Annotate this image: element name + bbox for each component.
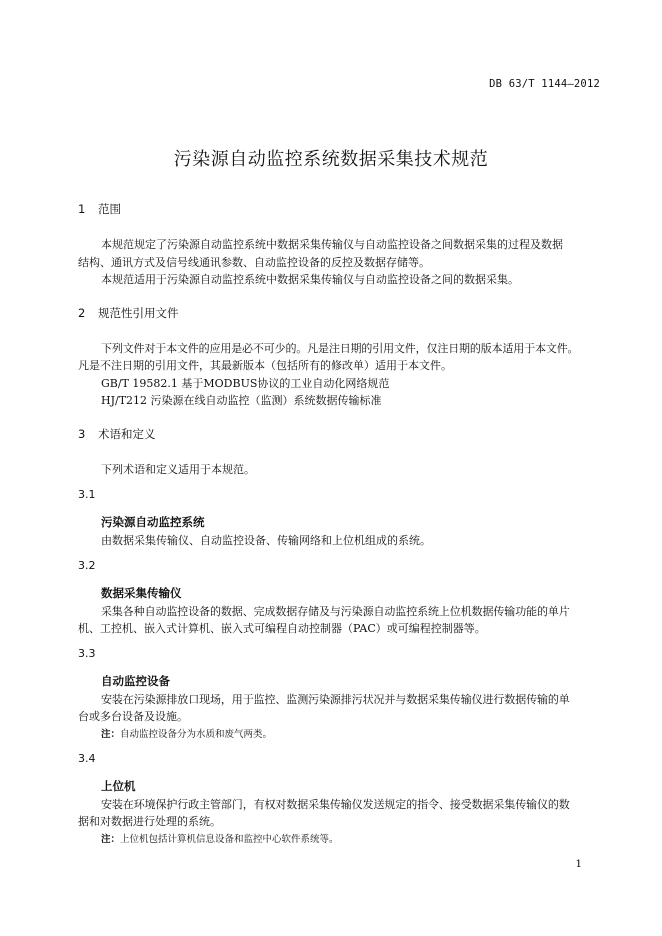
term-definition: 安装在环境保护行政主管部门，有权对数据采集传输仪发送规定的指令、接受数据采集传输仪的数 xyxy=(101,798,570,811)
section-number: 1 xyxy=(78,202,86,216)
term-name: 数据采集传输仪 xyxy=(101,586,182,600)
term-note xyxy=(101,831,339,845)
term-definition: 台或多台设备及设施。 xyxy=(78,710,188,723)
term-number: 3.3 xyxy=(78,647,96,660)
term-number: 3.4 xyxy=(78,752,96,765)
reference-item: HJ/T212 污染源在线自动监控（监测）系统数据传输标准 xyxy=(101,394,382,407)
note-text: 上位机包括计算机信息设备和监控中心软件系统等。 xyxy=(120,834,339,845)
term-number: 3.2 xyxy=(78,559,96,572)
document-title: 污染源自动监控系统数据采集技术规范 xyxy=(173,149,489,170)
section-title: 范围 xyxy=(98,202,121,216)
term-name: 自动监控设备 xyxy=(101,674,170,688)
section-title: 术语和定义 xyxy=(98,427,156,441)
paragraph-line: 凡是不注日期的引用文件，其最新版本（包括所有的修改单）适用于本文件。 xyxy=(78,359,452,372)
term-definition: 据和对数据进行处理的系统。 xyxy=(78,815,221,828)
section-3-heading xyxy=(78,426,156,442)
section-2-heading xyxy=(78,305,179,321)
section-number: 2 xyxy=(78,306,86,320)
term-definition: 采集各种自动监控设备的数据、完成数据存储及与污染源自动监控系统上位机数据传输功能的单片 xyxy=(101,605,570,618)
term-definition: 机、工控机、嵌入式计算机、嵌入式可编程自动控制器（PAC）或可编程控制器等。 xyxy=(78,622,486,635)
paragraph-line: 结构、通讯方式及信号线通讯参数、自动监控设备的反控及数据存储等。 xyxy=(78,256,430,269)
paragraph-line: 下列文件对于本文件的应用是必不可少的。凡是注日期的引用文件，仅注日期的版本适用于本文件。 xyxy=(101,342,579,355)
term-name: 上位机 xyxy=(101,779,136,793)
note-text: 自动监控设备分为水质和废气两类。 xyxy=(120,729,273,740)
note-label: 注： xyxy=(101,729,121,740)
term-number: 3.1 xyxy=(78,488,96,501)
document-code: DB 63/T 1144—2012 xyxy=(489,78,600,90)
section-title: 规范性引用文件 xyxy=(98,306,179,320)
section-number: 3 xyxy=(78,427,86,441)
reference-item: GB/T 19582.1 基于MODBUS协议的工业自动化网络规范 xyxy=(101,377,390,390)
term-name: 污染源自动监控系统 xyxy=(101,515,205,529)
section-1-heading xyxy=(78,201,121,217)
note-label: 注： xyxy=(101,834,121,845)
term-note xyxy=(101,726,272,740)
term-definition: 由数据采集传输仪、自动监控设备、传输网络和上位机组成的系统。 xyxy=(101,534,431,547)
paragraph-line: 本规范适用于污染源自动监控系统中数据采集传输仪与自动监控设备之间的数据采集。 xyxy=(101,273,519,286)
paragraph-line: 本规范规定了污染源自动监控系统中数据采集传输仪与自动监控设备之间数据采集的过程及数据 xyxy=(101,238,563,251)
paragraph-line: 下列术语和定义适用于本规范。 xyxy=(101,463,255,476)
page-number: 1 xyxy=(575,858,582,870)
term-definition: 安装在污染源排放口现场，用于监控、监测污染源排污状况并与数据采集传输仪进行数据传输的单 xyxy=(101,693,570,706)
